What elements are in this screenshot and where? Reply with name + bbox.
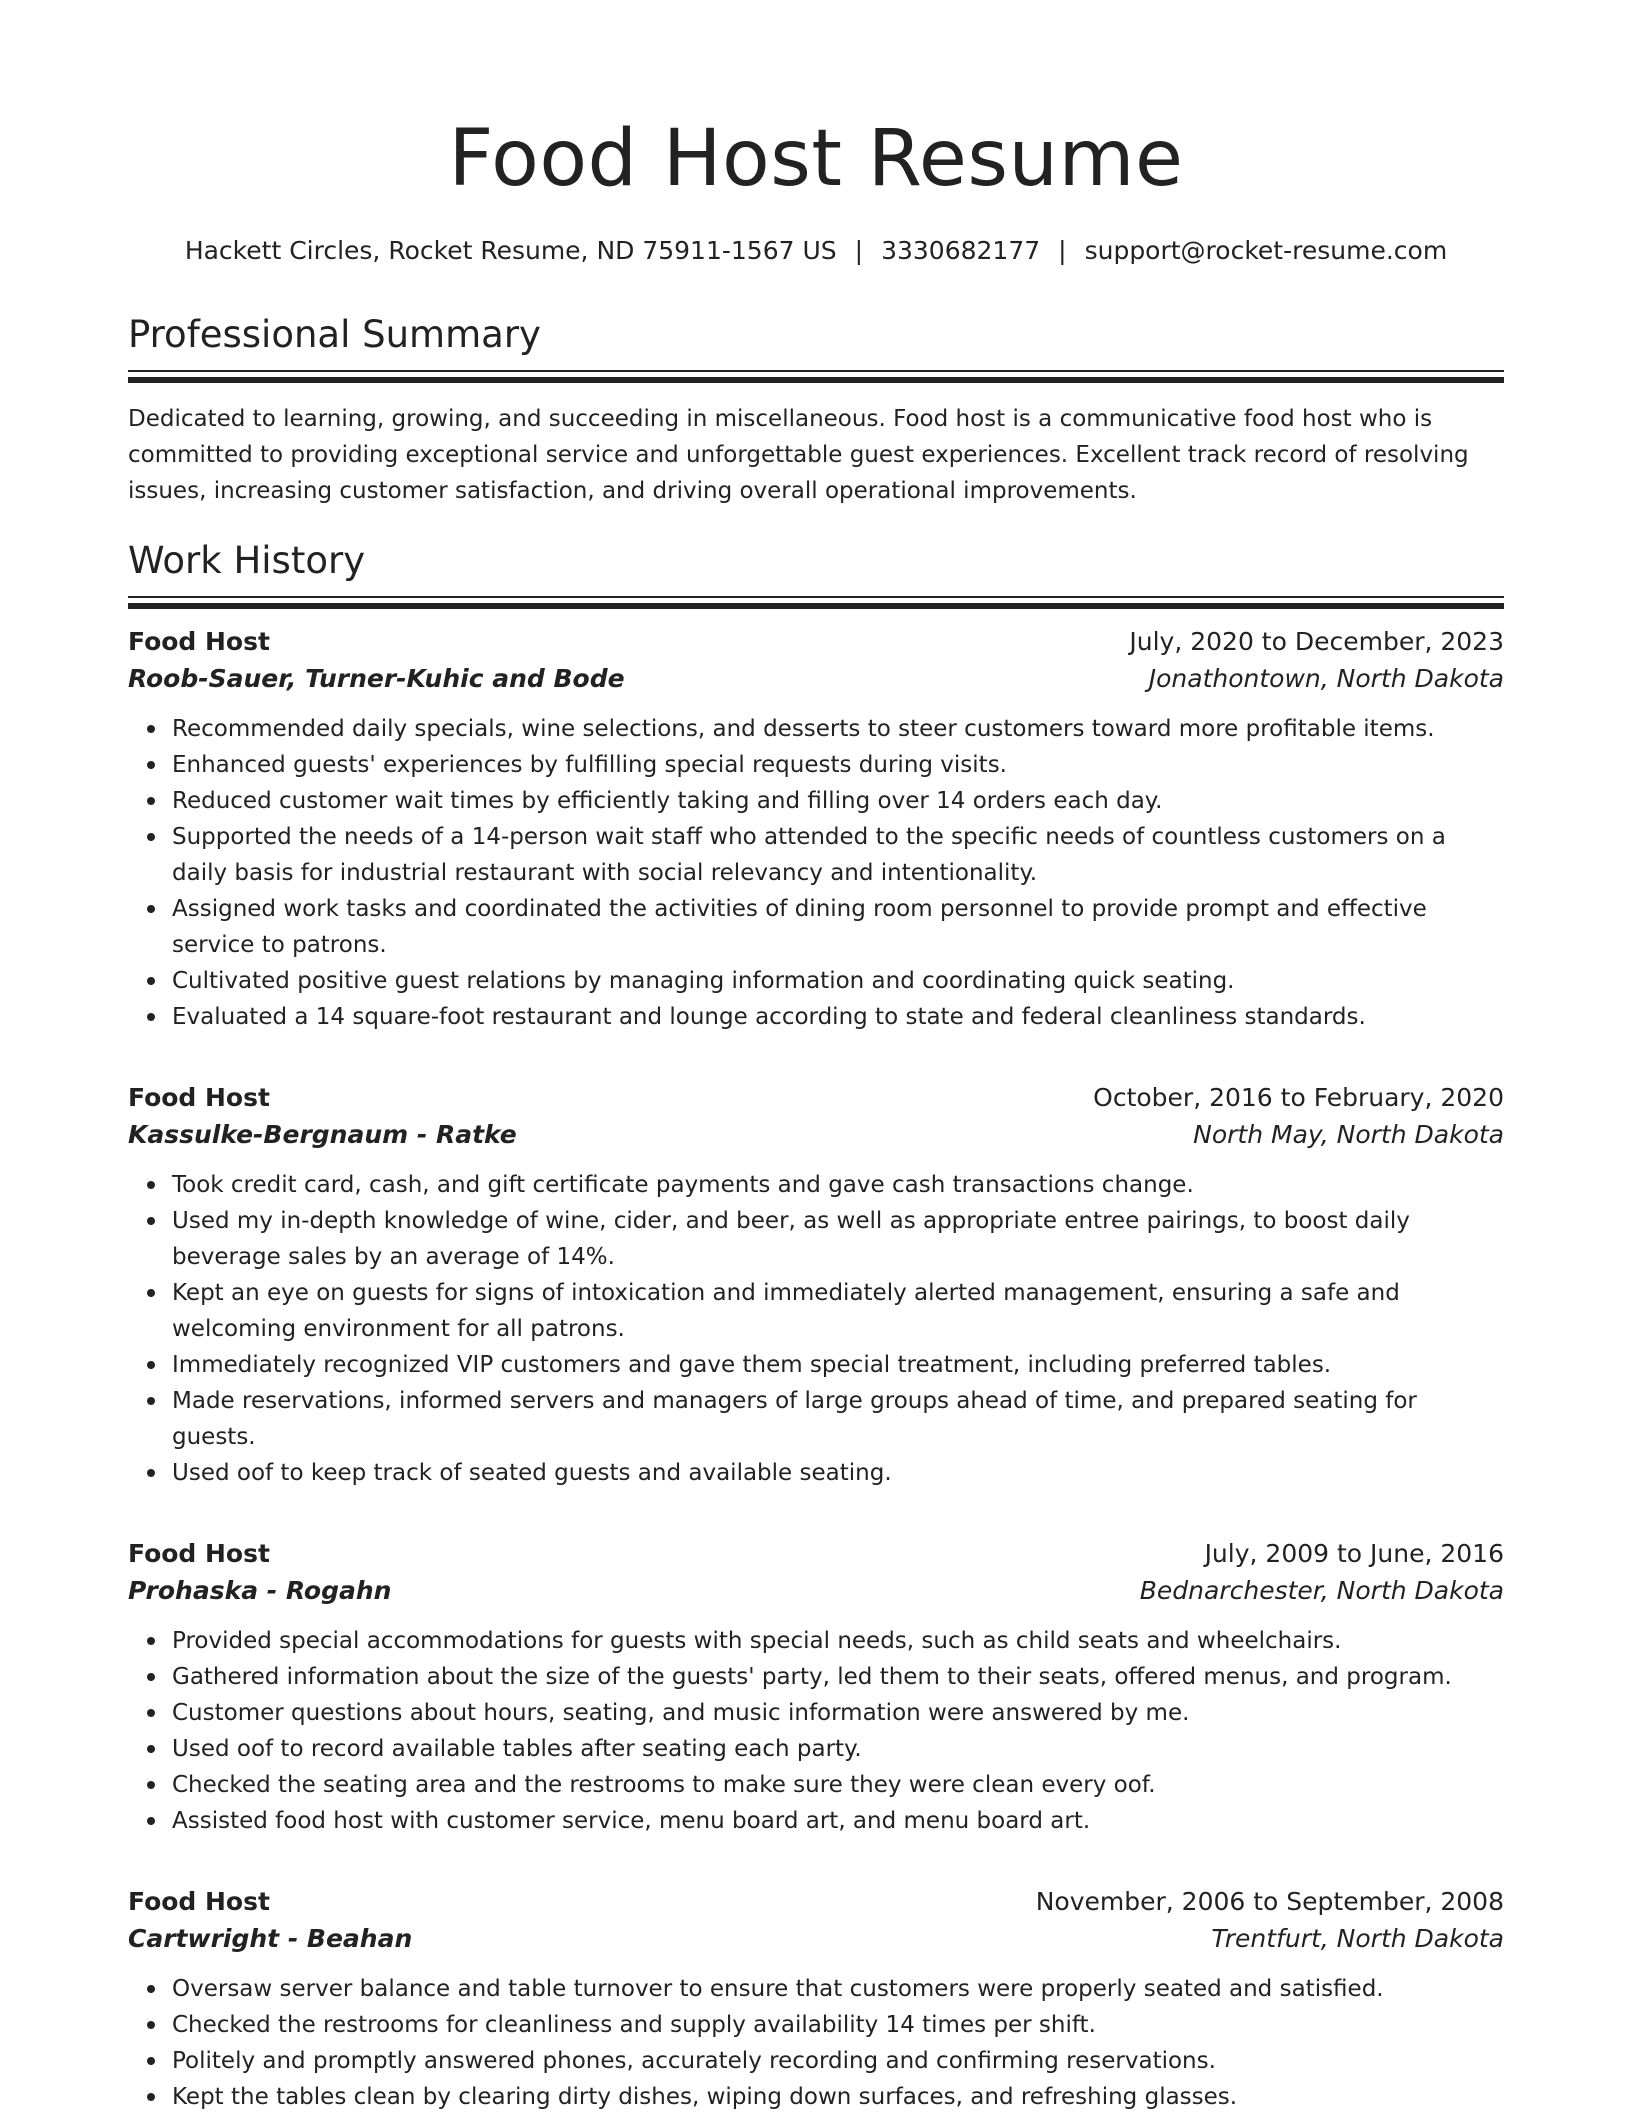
job-header-row [128, 1539, 1504, 1568]
job-bullet: Checked the restrooms for cleanliness and supply availability 14 times per shift. [172, 2007, 1504, 2043]
job-location: Bednarchester, North Dakota [1139, 1576, 1504, 1605]
job-bullet: Enhanced guests' experiences by fulfilling special requests during visits. [172, 747, 1504, 783]
section-divider [128, 596, 1504, 609]
summary-text: Dedicated to learning, growing, and succeeding in miscellaneous. Food host is a communicative food host who is committed to providing exceptional service and unforgettable guest experiences. Excellent track record of resolving issues, increasing customer satisfaction, and driving overall operational improvements. [128, 406, 1469, 504]
job-dates: October, 2016 to February, 2020 [1093, 1083, 1504, 1112]
job-header-row [128, 627, 1504, 656]
section-heading-summary: Professional Summary [128, 313, 541, 356]
job-bullet: Provided special accommodations for guests with special needs, such as child seats and wheelchairs. [172, 1623, 1504, 1659]
job-bullet: Cultivated positive guest relations by managing information and coordinating quick seating. [172, 963, 1504, 999]
job-title: Food Host [128, 1083, 270, 1112]
job-entry [128, 1083, 1504, 1491]
job-bullet: Checked the seating area and the restrooms to make sure they were clean every oof. [172, 1767, 1504, 1803]
job-bullet: Used oof to record available tables after seating each party. [172, 1731, 1504, 1767]
job-company-row [128, 1924, 1504, 1953]
job-bullet: Took credit card, cash, and gift certificate payments and gave cash transactions change. [172, 1167, 1504, 1203]
job-location: North May, North Dakota [1193, 1120, 1504, 1149]
job-bullet: Recommended daily specials, wine selections, and desserts to steer customers toward more profitable items. [172, 711, 1504, 747]
job-bullet: Assisted food host with customer service, menu board art, and menu board art. [172, 1803, 1504, 1839]
contact-email: support@rocket-resume.com [1084, 236, 1448, 265]
job-list [128, 627, 1504, 2115]
job-dates: November, 2006 to September, 2008 [1035, 1887, 1504, 1916]
job-bullet: Oversaw server balance and table turnover to ensure that customers were properly seated and satisfied. [172, 1971, 1504, 2007]
contact-separator: | [854, 236, 864, 265]
job-bullet: Immediately recognized VIP customers and gave them special treatment, including preferred tables. [172, 1347, 1504, 1383]
job-title: Food Host [128, 1887, 270, 1916]
job-company-row [128, 1576, 1504, 1605]
job-location: Jonathontown, North Dakota [1148, 664, 1504, 693]
section-heading-work: Work History [128, 539, 366, 582]
job-bullet: Gathered information about the size of the guests' party, led them to their seats, offered menus, and program. [172, 1659, 1504, 1695]
resume-title: Food Host Resume [448, 114, 1184, 204]
job-title: Food Host [128, 627, 270, 656]
job-title: Food Host [128, 1539, 270, 1568]
job-bullet: Reduced customer wait times by efficiently taking and filling over 14 orders each day. [172, 783, 1504, 819]
contact-address: Hackett Circles, Rocket Resume, ND 75911-1567 US [184, 236, 837, 265]
job-bullet: Used my in-depth knowledge of wine, cider, and beer, as well as appropriate entree pairings, to boost daily beverage sales by an average of 14%. [172, 1203, 1504, 1275]
job-bullet: Assigned work tasks and coordinated the activities of dining room personnel to provide prompt and effective service to patrons. [172, 891, 1504, 963]
job-bullet: Supported the needs of a 14-person wait staff who attended to the specific needs of countless customers on a daily basis for industrial restaurant with social relevancy and intentionality. [172, 819, 1504, 891]
job-bullet-list [128, 1971, 1504, 2115]
job-company-row [128, 664, 1504, 693]
contact-separator: | [1058, 236, 1067, 265]
job-company: Kassulke-Bergnaum - Ratke [128, 1120, 517, 1149]
job-entry [128, 627, 1504, 1035]
job-bullet: Politely and promptly answered phones, accurately recording and confirming reservations. [172, 2043, 1504, 2079]
job-location: Trentfurt, North Dakota [1211, 1924, 1504, 1953]
job-bullet: Made reservations, informed servers and managers of large groups ahead of time, and prepared seating for guests. [172, 1383, 1504, 1455]
section-divider [128, 370, 1504, 383]
job-dates: July, 2009 to June, 2016 [1204, 1539, 1504, 1568]
job-company-row [128, 1120, 1504, 1149]
work-history-section [128, 539, 1504, 2115]
job-header-row [128, 1887, 1504, 1916]
job-company: Roob-Sauer, Turner-Kuhic and Bode [128, 664, 625, 693]
job-bullet: Kept an eye on guests for signs of intoxication and immediately alerted management, ensuring a safe and welcoming environment for all patrons. [172, 1275, 1504, 1347]
job-bullet: Customer questions about hours, seating, and music information were answered by me. [172, 1695, 1504, 1731]
job-company: Cartwright - Beahan [128, 1924, 413, 1953]
contact-phone: 3330682177 [881, 236, 1041, 265]
job-dates: July, 2020 to December, 2023 [1129, 627, 1504, 656]
job-bullet-list [128, 711, 1504, 1035]
job-entry [128, 1887, 1504, 2115]
job-company: Prohaska - Rogahn [128, 1576, 392, 1605]
job-bullet: Used oof to keep track of seated guests and available seating. [172, 1455, 1504, 1491]
job-header-row [128, 1083, 1504, 1112]
job-bullet: Evaluated a 14 square-foot restaurant and lounge according to state and federal cleanliness standards. [172, 999, 1504, 1035]
job-bullet-list [128, 1167, 1504, 1491]
professional-summary-section [128, 313, 1504, 509]
contact-line [128, 236, 1504, 265]
job-entry [128, 1539, 1504, 1839]
job-bullet-list [128, 1623, 1504, 1839]
job-bullet: Kept the tables clean by clearing dirty dishes, wiping down surfaces, and refreshing glasses. [172, 2079, 1504, 2115]
